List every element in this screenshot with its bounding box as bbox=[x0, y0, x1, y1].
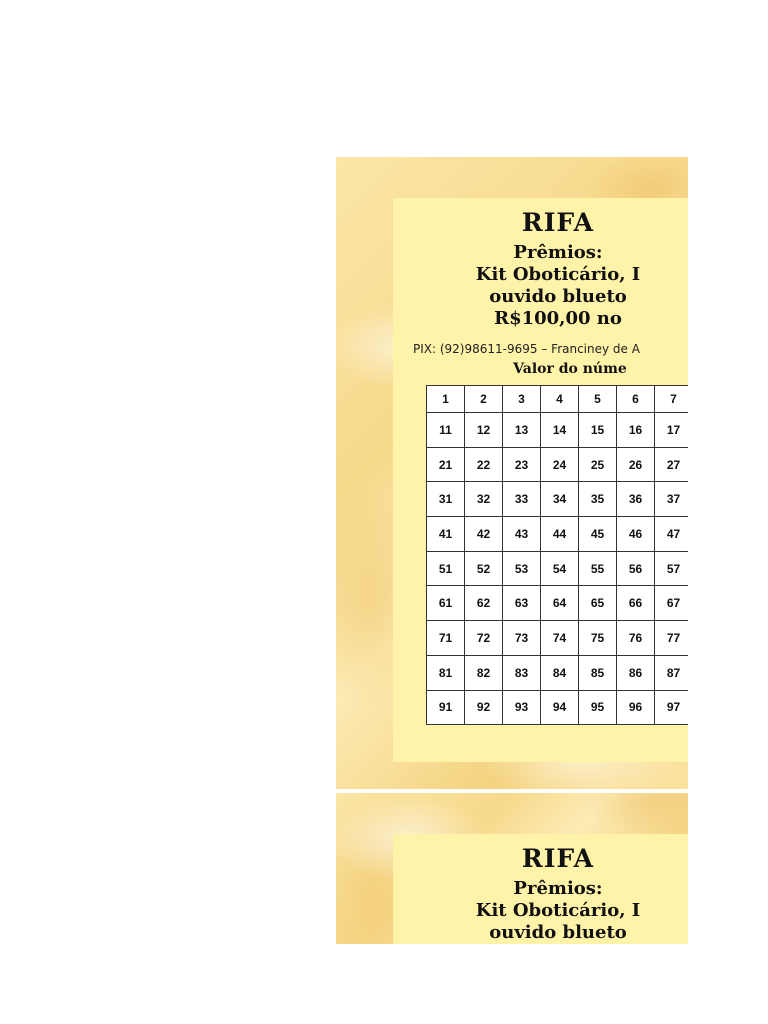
raffle-panel bbox=[393, 198, 688, 762]
number-cell[interactable]: 43 bbox=[503, 517, 541, 552]
number-cell[interactable]: 84 bbox=[541, 655, 579, 690]
number-cell[interactable]: 15 bbox=[579, 413, 617, 448]
prize-line-2: ouvido blueto bbox=[489, 922, 627, 943]
number-cell[interactable]: 73 bbox=[503, 621, 541, 656]
raffle-ticket-2 bbox=[336, 793, 688, 944]
number-cell[interactable]: 54 bbox=[541, 551, 579, 586]
number-cell[interactable]: 35 bbox=[579, 482, 617, 517]
grid-row bbox=[427, 586, 689, 621]
number-cell[interactable]: 1 bbox=[427, 386, 465, 413]
number-cell[interactable]: 34 bbox=[541, 482, 579, 517]
number-cell[interactable]: 22 bbox=[465, 447, 503, 482]
number-cell[interactable]: 4 bbox=[541, 386, 579, 413]
number-cell[interactable]: 76 bbox=[617, 621, 655, 656]
number-cell[interactable]: 5 bbox=[579, 386, 617, 413]
raffle-title: RIFA bbox=[521, 844, 595, 873]
prize-line-3: R$100,00 no bbox=[494, 308, 622, 329]
number-cell[interactable]: 3 bbox=[503, 386, 541, 413]
number-cell[interactable]: 42 bbox=[465, 517, 503, 552]
grid-row bbox=[427, 386, 689, 413]
number-cell[interactable]: 17 bbox=[655, 413, 689, 448]
number-cell[interactable]: 74 bbox=[541, 621, 579, 656]
number-cell[interactable]: 93 bbox=[503, 690, 541, 725]
number-cell[interactable]: 21 bbox=[427, 447, 465, 482]
prize-line-1: Kit Oboticário, I bbox=[475, 264, 641, 285]
number-cell[interactable]: 36 bbox=[617, 482, 655, 517]
grid-row bbox=[427, 655, 689, 690]
number-cell[interactable]: 83 bbox=[503, 655, 541, 690]
number-cell[interactable]: 52 bbox=[465, 551, 503, 586]
prizes-heading: Prêmios: bbox=[513, 878, 603, 899]
number-cell[interactable]: 46 bbox=[617, 517, 655, 552]
prize-line-2: ouvido blueto bbox=[489, 286, 627, 307]
number-cell[interactable]: 56 bbox=[617, 551, 655, 586]
number-cell[interactable]: 66 bbox=[617, 586, 655, 621]
number-cell[interactable]: 64 bbox=[541, 586, 579, 621]
number-cell[interactable]: 13 bbox=[503, 413, 541, 448]
grid-row bbox=[427, 551, 689, 586]
number-cell[interactable]: 65 bbox=[579, 586, 617, 621]
number-grid bbox=[426, 385, 688, 725]
number-cell[interactable]: 92 bbox=[465, 690, 503, 725]
number-cell[interactable]: 25 bbox=[579, 447, 617, 482]
number-cell[interactable]: 31 bbox=[427, 482, 465, 517]
raffle-panel-2 bbox=[393, 834, 688, 944]
grid-row bbox=[427, 517, 689, 552]
number-cell[interactable]: 11 bbox=[427, 413, 465, 448]
number-cell[interactable]: 44 bbox=[541, 517, 579, 552]
number-cell[interactable]: 82 bbox=[465, 655, 503, 690]
number-cell[interactable]: 45 bbox=[579, 517, 617, 552]
number-cell[interactable]: 95 bbox=[579, 690, 617, 725]
number-cell[interactable]: 55 bbox=[579, 551, 617, 586]
number-cell[interactable]: 14 bbox=[541, 413, 579, 448]
number-cell[interactable]: 32 bbox=[465, 482, 503, 517]
number-cell[interactable]: 87 bbox=[655, 655, 689, 690]
number-cell[interactable]: 51 bbox=[427, 551, 465, 586]
number-cell[interactable]: 12 bbox=[465, 413, 503, 448]
number-cell[interactable]: 72 bbox=[465, 621, 503, 656]
number-cell[interactable]: 77 bbox=[655, 621, 689, 656]
grid-row bbox=[427, 621, 689, 656]
number-cell[interactable]: 86 bbox=[617, 655, 655, 690]
raffle-title: RIFA bbox=[521, 208, 595, 237]
prize-line-1: Kit Oboticário, I bbox=[475, 900, 641, 921]
number-cell[interactable]: 71 bbox=[427, 621, 465, 656]
number-cell[interactable]: 94 bbox=[541, 690, 579, 725]
number-cell[interactable]: 33 bbox=[503, 482, 541, 517]
grid-row bbox=[427, 482, 689, 517]
number-cell[interactable]: 81 bbox=[427, 655, 465, 690]
number-cell[interactable]: 6 bbox=[617, 386, 655, 413]
number-cell[interactable]: 37 bbox=[655, 482, 689, 517]
number-cell[interactable]: 41 bbox=[427, 517, 465, 552]
number-cell[interactable]: 26 bbox=[617, 447, 655, 482]
number-cell[interactable]: 2 bbox=[465, 386, 503, 413]
grid-row bbox=[427, 690, 689, 725]
number-cell[interactable]: 47 bbox=[655, 517, 689, 552]
number-price: Valor do núme bbox=[513, 361, 627, 377]
number-cell[interactable]: 67 bbox=[655, 586, 689, 621]
number-cell[interactable]: 91 bbox=[427, 690, 465, 725]
number-cell[interactable]: 63 bbox=[503, 586, 541, 621]
number-cell[interactable]: 97 bbox=[655, 690, 689, 725]
number-cell[interactable]: 85 bbox=[579, 655, 617, 690]
pix-info: PIX: (92)98611-9695 – Franciney de A bbox=[413, 342, 640, 356]
grid-row bbox=[427, 447, 689, 482]
grid-row bbox=[427, 413, 689, 448]
number-cell[interactable]: 24 bbox=[541, 447, 579, 482]
number-cell[interactable]: 96 bbox=[617, 690, 655, 725]
number-cell[interactable]: 61 bbox=[427, 586, 465, 621]
number-cell[interactable]: 57 bbox=[655, 551, 689, 586]
number-cell[interactable]: 7 bbox=[655, 386, 689, 413]
number-cell[interactable]: 75 bbox=[579, 621, 617, 656]
number-cell[interactable]: 23 bbox=[503, 447, 541, 482]
raffle-ticket bbox=[336, 157, 688, 789]
prizes-heading: Prêmios: bbox=[513, 242, 603, 263]
number-cell[interactable]: 62 bbox=[465, 586, 503, 621]
number-cell[interactable]: 27 bbox=[655, 447, 689, 482]
number-cell[interactable]: 53 bbox=[503, 551, 541, 586]
number-cell[interactable]: 16 bbox=[617, 413, 655, 448]
